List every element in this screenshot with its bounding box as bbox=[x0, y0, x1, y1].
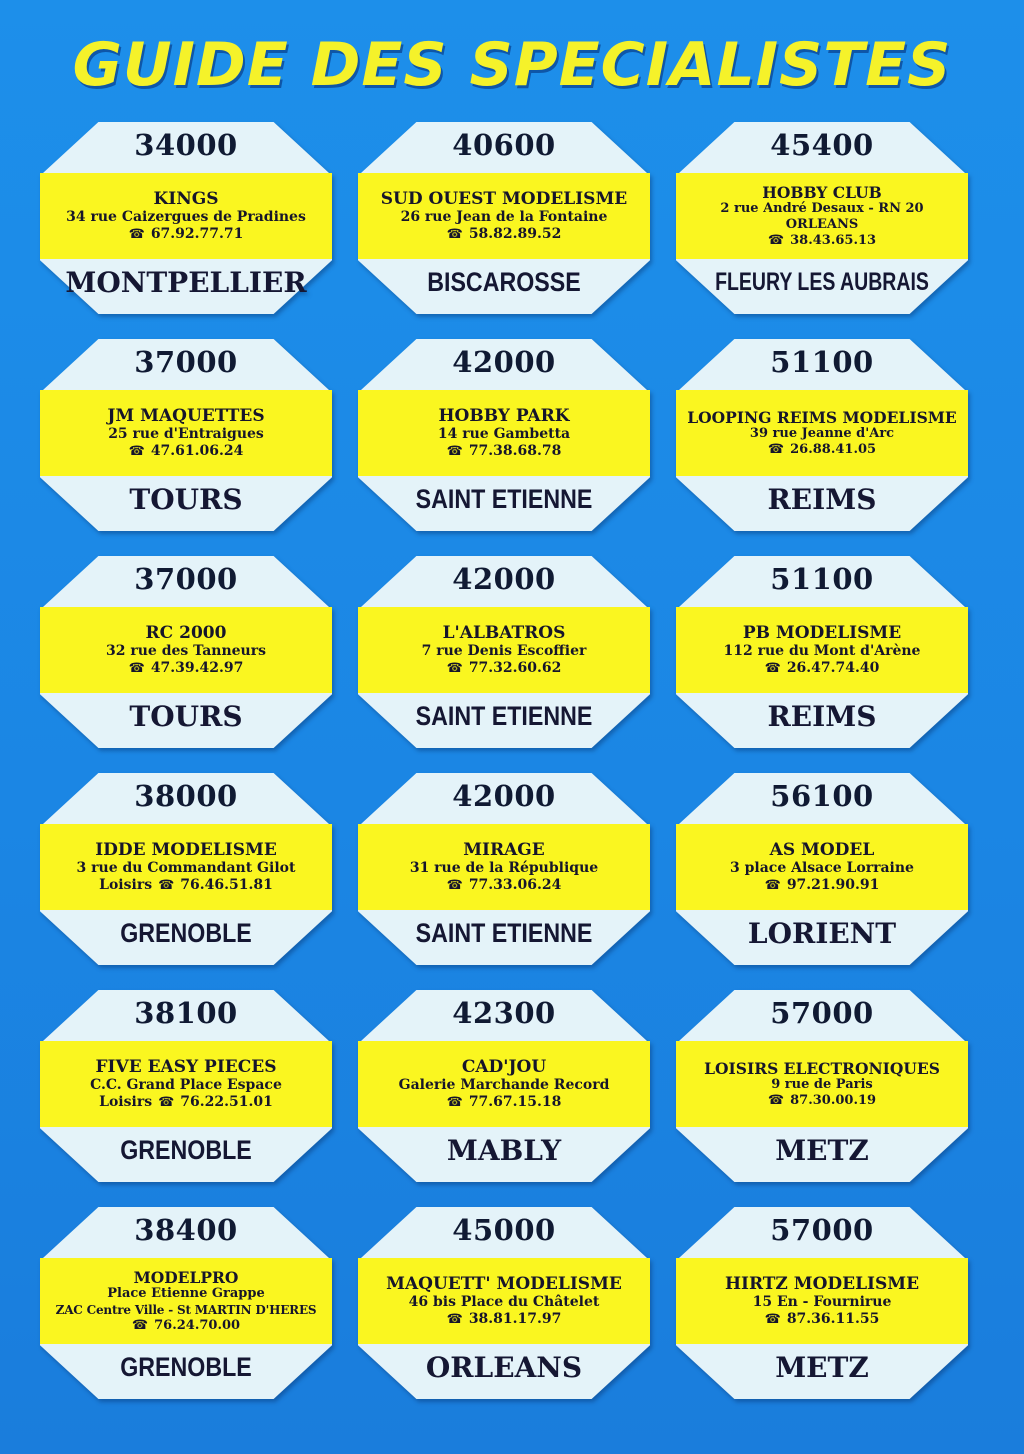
shop-address: 14 rue Gambetta bbox=[437, 425, 571, 442]
shop-card bbox=[40, 339, 332, 531]
city-name: TOURS bbox=[129, 482, 243, 516]
shop-phone-line bbox=[768, 233, 876, 249]
shop-phone-line bbox=[129, 226, 244, 243]
phone-number: 76.46.51.81 bbox=[180, 876, 273, 893]
city-name: MONTPELLIER bbox=[65, 265, 307, 299]
city-name: REIMS bbox=[767, 482, 877, 516]
shop-address: 32 rue des Tanneurs bbox=[106, 642, 266, 659]
postal-code: 37000 bbox=[134, 562, 238, 596]
shop-name: CAD'JOU bbox=[461, 1056, 547, 1077]
phone-number: 26.88.41.05 bbox=[790, 441, 877, 457]
city-name: SAINT ETIENNE bbox=[415, 483, 593, 514]
postal-code: 40600 bbox=[452, 128, 556, 162]
shop-info-band bbox=[40, 1258, 332, 1344]
shop-info-band bbox=[676, 824, 968, 910]
postal-code: 42000 bbox=[452, 562, 556, 596]
shop-phone-line bbox=[99, 877, 273, 894]
specialists-grid bbox=[40, 122, 988, 1399]
shop-card bbox=[358, 339, 650, 531]
shop-phone-line bbox=[447, 1311, 562, 1328]
shop-card bbox=[676, 122, 968, 314]
postal-code: 57000 bbox=[770, 996, 874, 1030]
shop-address-extra: ORLEANS bbox=[785, 216, 859, 232]
shop-info-band bbox=[40, 824, 332, 910]
city-name: SAINT ETIENNE bbox=[415, 917, 593, 948]
shop-info-band bbox=[40, 607, 332, 693]
city-name: SAINT ETIENNE bbox=[415, 700, 593, 731]
shop-name: HOBBY CLUB bbox=[762, 182, 882, 202]
shop-name: JM MAQUETTES bbox=[107, 405, 265, 426]
shop-info-band bbox=[40, 1041, 332, 1127]
shop-info-band bbox=[676, 1258, 968, 1344]
phone-number: 77.33.06.24 bbox=[468, 876, 562, 893]
shop-phone-line bbox=[447, 443, 562, 460]
shop-address: 112 rue du Mont d'Arène bbox=[723, 642, 921, 659]
postal-code: 45000 bbox=[452, 1213, 556, 1247]
shop-name: MAQUETT' MODELISME bbox=[386, 1273, 622, 1294]
shop-phone-line bbox=[447, 226, 562, 243]
shop-address: 34 rue Caizergues de Pradines bbox=[66, 208, 306, 225]
shop-phone-line bbox=[129, 443, 244, 460]
postal-code: 51100 bbox=[770, 562, 874, 596]
city-name: GRENOBLE bbox=[120, 1134, 252, 1165]
phone-number: 77.67.15.18 bbox=[468, 1093, 562, 1110]
city-name: FLEURY LES AUBRAIS bbox=[715, 267, 929, 296]
phone-icon: ☎ bbox=[128, 443, 145, 459]
shop-name: PB MODELISME bbox=[742, 622, 902, 643]
shop-info-band bbox=[358, 607, 650, 693]
postal-code: 42300 bbox=[452, 996, 556, 1030]
phone-icon: ☎ bbox=[158, 877, 175, 893]
shop-name: LOISIRS ELECTRONIQUES bbox=[704, 1058, 940, 1078]
shop-name: KINGS bbox=[153, 188, 219, 209]
shop-phone-line bbox=[765, 660, 880, 677]
phone-icon: ☎ bbox=[767, 1092, 785, 1108]
shop-card bbox=[676, 556, 968, 748]
shop-address: 25 rue d'Entraigues bbox=[108, 425, 264, 442]
phone-icon: ☎ bbox=[131, 1317, 149, 1333]
city-name: METZ bbox=[775, 1133, 869, 1167]
city-name: TOURS bbox=[129, 699, 243, 733]
shop-phone-line bbox=[132, 1318, 240, 1334]
shop-name: SUD OUEST MODELISME bbox=[380, 188, 628, 209]
postal-code: 42000 bbox=[452, 345, 556, 379]
shop-address: 9 rue de Paris bbox=[771, 1076, 873, 1092]
shop-phone-line bbox=[768, 1093, 876, 1109]
shop-card bbox=[40, 556, 332, 748]
phone-number: 26.47.74.40 bbox=[786, 659, 880, 676]
shop-card bbox=[40, 122, 332, 314]
shop-address: 15 En - Fournirue bbox=[752, 1293, 892, 1310]
shop-name: AS MODEL bbox=[769, 839, 875, 860]
shop-address: 46 bis Place du Châtelet bbox=[408, 1293, 600, 1310]
shop-card bbox=[40, 990, 332, 1182]
phone-number: 67.92.77.71 bbox=[150, 225, 244, 242]
shop-phone-line bbox=[765, 877, 880, 894]
city-name: LORIENT bbox=[747, 916, 897, 950]
postal-code: 34000 bbox=[134, 128, 238, 162]
shop-info-band bbox=[358, 173, 650, 259]
shop-address: 3 place Alsace Lorraine bbox=[730, 859, 914, 876]
shop-phone-line bbox=[765, 1311, 880, 1328]
shop-card bbox=[358, 1207, 650, 1399]
phone-number: 38.81.17.97 bbox=[468, 1310, 562, 1327]
phone-number: 38.43.65.13 bbox=[790, 232, 877, 248]
shop-card bbox=[676, 990, 968, 1182]
shop-name: L'ALBATROS bbox=[442, 622, 566, 643]
shop-name: RC 2000 bbox=[145, 622, 227, 643]
shop-name: MIRAGE bbox=[463, 839, 545, 860]
shop-card bbox=[358, 990, 650, 1182]
shop-phone-line bbox=[447, 1094, 562, 1111]
shop-card bbox=[40, 773, 332, 965]
shop-address: 3 rue du Commandant Gilot bbox=[76, 859, 296, 876]
phone-number: 77.32.60.62 bbox=[468, 659, 562, 676]
shop-phone-line bbox=[447, 877, 562, 894]
shop-card bbox=[358, 773, 650, 965]
shop-phone-line bbox=[768, 442, 876, 458]
shop-info-band bbox=[40, 390, 332, 476]
phone-number: 77.38.68.78 bbox=[468, 442, 562, 459]
shop-name: IDDE MODELISME bbox=[95, 839, 277, 860]
city-name: BISCAROSSE bbox=[427, 266, 581, 297]
phone-icon: ☎ bbox=[764, 660, 781, 676]
phone-icon: ☎ bbox=[446, 1311, 463, 1327]
shop-info-band bbox=[676, 1041, 968, 1127]
shop-info-band bbox=[676, 390, 968, 476]
phone-icon: ☎ bbox=[446, 660, 463, 676]
shop-address-extra: ZAC Centre Ville - St MARTIN D'HERES bbox=[55, 1302, 317, 1317]
shop-address: 31 rue de la République bbox=[409, 859, 599, 876]
phone-number: 87.30.00.19 bbox=[790, 1092, 877, 1108]
phone-icon: ☎ bbox=[158, 1094, 175, 1110]
shop-address: Place Etienne Grappe bbox=[107, 1285, 265, 1301]
shop-card bbox=[676, 339, 968, 531]
shop-info-band bbox=[676, 173, 968, 259]
city-name: ORLEANS bbox=[425, 1350, 583, 1384]
shop-card bbox=[676, 773, 968, 965]
phone-number: 47.61.06.24 bbox=[150, 442, 244, 459]
shop-address: 26 rue Jean de la Fontaine bbox=[400, 208, 608, 225]
shop-phone-line bbox=[447, 660, 562, 677]
phone-number: 97.21.90.91 bbox=[786, 876, 880, 893]
shop-card bbox=[358, 556, 650, 748]
shop-phone-line bbox=[99, 1094, 273, 1111]
shop-info-band bbox=[358, 1041, 650, 1127]
phone-number: 76.22.51.01 bbox=[180, 1093, 273, 1110]
phone-number: 47.39.42.97 bbox=[150, 659, 244, 676]
postal-code: 57000 bbox=[770, 1213, 874, 1247]
phone-icon: ☎ bbox=[764, 877, 781, 893]
shop-name: LOOPING REIMS MODELISME bbox=[687, 407, 957, 427]
city-name: GRENOBLE bbox=[120, 1351, 252, 1382]
phone-icon: ☎ bbox=[767, 232, 785, 248]
shop-info-band bbox=[358, 1258, 650, 1344]
city-name: REIMS bbox=[767, 699, 877, 733]
phone-icon: ☎ bbox=[446, 443, 463, 459]
page-title: GUIDE DES SPECIALISTES bbox=[72, 30, 952, 100]
postal-code: 51100 bbox=[770, 345, 874, 379]
postal-code: 38400 bbox=[134, 1213, 238, 1247]
shop-name: HIRTZ MODELISME bbox=[724, 1273, 920, 1294]
phone-number: 58.82.89.52 bbox=[468, 225, 562, 242]
phone-icon: ☎ bbox=[446, 226, 463, 242]
shop-info-band bbox=[40, 173, 332, 259]
postal-code: 38000 bbox=[134, 779, 238, 813]
shop-name: HOBBY PARK bbox=[438, 405, 570, 426]
city-name: METZ bbox=[775, 1350, 869, 1384]
shop-info-band bbox=[358, 824, 650, 910]
city-name: MABLY bbox=[446, 1133, 562, 1167]
postal-code: 45400 bbox=[770, 128, 874, 162]
phone-prefix: Loisirs bbox=[99, 876, 153, 893]
shop-card bbox=[676, 1207, 968, 1399]
postal-code: 56100 bbox=[770, 779, 874, 813]
shop-name: FIVE EASY PIECES bbox=[95, 1056, 277, 1077]
phone-icon: ☎ bbox=[446, 1094, 463, 1110]
phone-prefix: Loisirs bbox=[99, 1093, 153, 1110]
shop-name: MODELPRO bbox=[133, 1267, 239, 1287]
shop-phone-line bbox=[129, 660, 244, 677]
phone-number: 76.24.70.00 bbox=[154, 1317, 241, 1333]
phone-icon: ☎ bbox=[128, 226, 145, 242]
phone-icon: ☎ bbox=[767, 441, 785, 457]
shop-address: Galerie Marchande Record bbox=[398, 1076, 610, 1093]
postal-code: 42000 bbox=[452, 779, 556, 813]
shop-address: 2 rue André Desaux - RN 20 bbox=[720, 200, 924, 216]
postal-code: 37000 bbox=[134, 345, 238, 379]
shop-address: 39 rue Jeanne d'Arc bbox=[749, 425, 895, 441]
shop-card bbox=[358, 122, 650, 314]
shop-info-band bbox=[358, 390, 650, 476]
phone-icon: ☎ bbox=[764, 1311, 781, 1327]
shop-info-band bbox=[676, 607, 968, 693]
city-name: GRENOBLE bbox=[120, 917, 252, 948]
phone-icon: ☎ bbox=[128, 660, 145, 676]
shop-address: C.C. Grand Place Espace bbox=[90, 1076, 282, 1093]
postal-code: 38100 bbox=[134, 996, 238, 1030]
phone-number: 87.36.11.55 bbox=[786, 1310, 880, 1327]
shop-card bbox=[40, 1207, 332, 1399]
shop-address: 7 rue Denis Escoffier bbox=[421, 642, 587, 659]
phone-icon: ☎ bbox=[446, 877, 463, 893]
